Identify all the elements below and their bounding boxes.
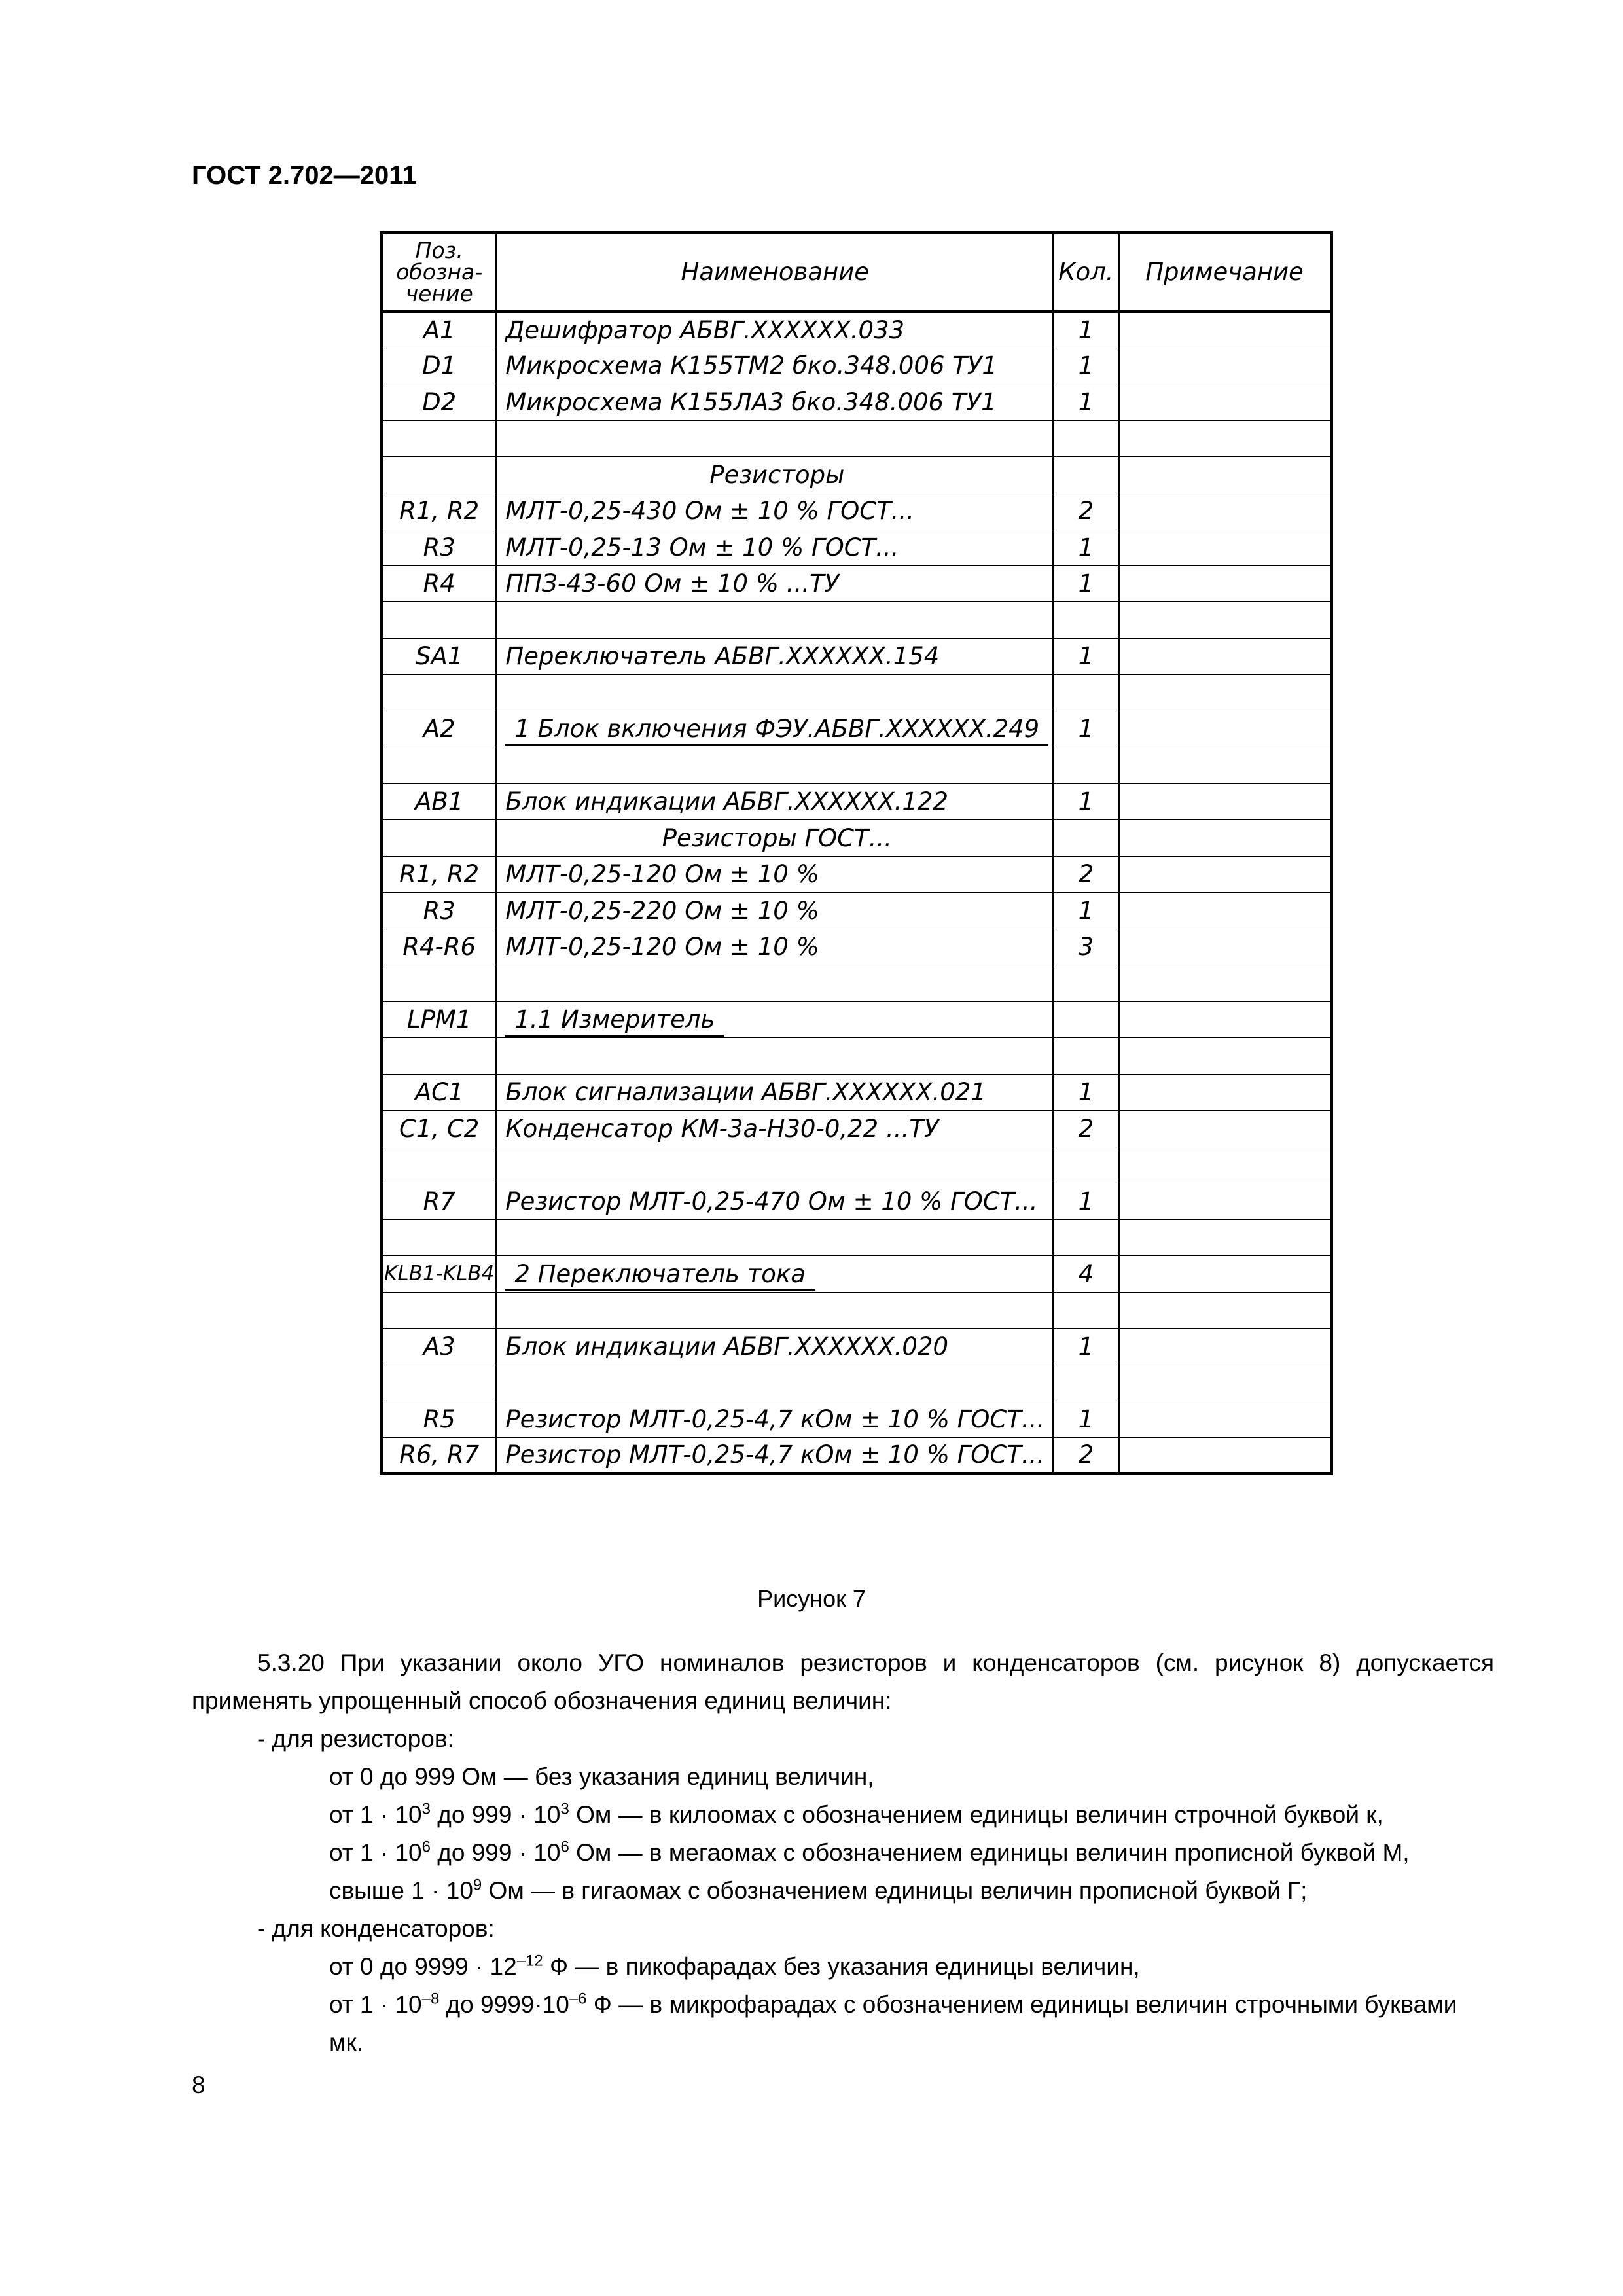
cell-quantity: 1 — [1054, 638, 1118, 675]
cell-name: Переключатель АБВГ.XXXXXX.154 — [497, 638, 1054, 675]
cell-quantity: 1 — [1054, 711, 1118, 747]
cell-quantity — [1054, 1038, 1118, 1075]
header-quantity: Кол. — [1054, 233, 1118, 312]
header-position-line-1: Поз. — [415, 238, 463, 263]
cell-name — [497, 1001, 1054, 1038]
cell-name: Резистор МЛТ-0,25-4,7 кОм ± 10 % ГОСТ... — [497, 1437, 1054, 1474]
cell-note — [1118, 384, 1331, 421]
table-row — [382, 529, 1332, 566]
body-text — [192, 1644, 1494, 2062]
table-row — [382, 1292, 1332, 1329]
cell-position: LPM1 — [382, 1001, 497, 1038]
table-row — [382, 638, 1332, 675]
table-row — [382, 1038, 1332, 1075]
cell-position: R6, R7 — [382, 1437, 497, 1474]
cell-name — [497, 1038, 1054, 1075]
paragraph-5-3-20: 5.3.20 При указании около УГО номиналов резисторов и конденсаторов (см. рисунок 8) допускается применять упрощенный способ обозначения единиц величин: — [192, 1649, 1494, 1714]
resistors-heading: - для резисторов: — [257, 1725, 454, 1752]
cell-position: D2 — [382, 384, 497, 421]
table-row — [382, 856, 1332, 893]
cell-name: МЛТ-0,25-430 Ом ± 10 % ГОСТ... — [497, 493, 1054, 529]
cell-position: KLB1-KLB4 — [382, 1256, 497, 1293]
table-row — [382, 1147, 1332, 1183]
cell-quantity — [1054, 602, 1118, 639]
capacitors-heading: - для конденсаторов: — [257, 1915, 495, 1942]
underlined-name: 1.1 Измеритель — [505, 1005, 724, 1037]
table-row — [382, 929, 1332, 965]
cell-position: A3 — [382, 1329, 497, 1365]
table-row — [382, 1401, 1332, 1438]
cell-note — [1118, 965, 1331, 1002]
cell-name — [497, 1256, 1054, 1293]
cell-position: SA1 — [382, 638, 497, 675]
cell-position — [382, 1038, 497, 1075]
table-row — [382, 965, 1332, 1002]
cell-position — [382, 820, 497, 857]
cell-name: Блок сигнализации АБВГ.XXXXXX.021 — [497, 1074, 1054, 1111]
table-row — [382, 1183, 1332, 1220]
cell-quantity: 2 — [1054, 1437, 1118, 1474]
cell-note — [1118, 312, 1331, 348]
cell-name — [497, 747, 1054, 784]
table-row — [382, 420, 1332, 457]
table-row — [382, 783, 1332, 820]
cell-name: МЛТ-0,25-13 Ом ± 10 % ГОСТ... — [497, 529, 1054, 566]
cell-quantity — [1054, 747, 1118, 784]
cell-note — [1118, 565, 1331, 602]
cell-quantity — [1054, 420, 1118, 457]
header-position — [382, 233, 497, 312]
table-row — [382, 312, 1332, 348]
cell-note — [1118, 1256, 1331, 1293]
cell-name: Микросхема К155ЛА3 бко.348.006 ТУ1 — [497, 384, 1054, 421]
cell-name — [497, 711, 1054, 747]
cell-name: Блок индикации АБВГ.XXXXXX.020 — [497, 1329, 1054, 1365]
cell-quantity: 2 — [1054, 856, 1118, 893]
cell-note — [1118, 1219, 1331, 1256]
cell-note — [1118, 348, 1331, 384]
cell-position: R3 — [382, 529, 497, 566]
cell-position: D1 — [382, 348, 497, 384]
resistor-rule-4: свыше $1 \cdot 10^9$ Ом — в гигаомах с обозначением единицы величин прописной буквой Г; — [329, 1876, 1308, 1904]
cell-name — [497, 965, 1054, 1002]
cell-position: R3 — [382, 893, 497, 929]
cell-note — [1118, 1437, 1331, 1474]
cell-position — [382, 420, 497, 457]
cell-note — [1118, 929, 1331, 965]
resistor-rule-2: от $1 \cdot 10^3$ до $999 \cdot 10^3$ Ом — в килоомах с обозначением единицы величин строчной буквой к, — [329, 1800, 1383, 1828]
cell-name: Резисторы — [497, 457, 1054, 493]
cell-note — [1118, 711, 1331, 747]
cell-name: Резисторы ГОСТ... — [497, 820, 1054, 857]
cell-position — [382, 1147, 497, 1183]
cell-note — [1118, 820, 1331, 857]
table-row — [382, 747, 1332, 784]
cell-name: Конденсатор КМ-3а-Н30-0,22 ...ТУ — [497, 1111, 1054, 1147]
resistor-rule-3: от $1 \cdot 10^6$ до $999 \cdot 10^6$ Ом — в мегаомах с обозначением единицы величин прописной буквой М, — [329, 1838, 1410, 1866]
table-row — [382, 1365, 1332, 1401]
cell-note — [1118, 1111, 1331, 1147]
capacitor-rule-1: от 0 до $9999 \cdot 12^{-12}$ Ф — в пикофарадах без указания единицы величин, — [329, 1952, 1140, 1980]
cell-name — [497, 602, 1054, 639]
cell-name: МЛТ-0,25-120 Ом ± 10 % — [497, 856, 1054, 893]
cell-quantity: 1 — [1054, 348, 1118, 384]
cell-note — [1118, 420, 1331, 457]
cell-note — [1118, 1365, 1331, 1401]
cell-position: AC1 — [382, 1074, 497, 1111]
cell-quantity: 3 — [1054, 929, 1118, 965]
cell-quantity: 1 — [1054, 312, 1118, 348]
cell-note — [1118, 675, 1331, 711]
cell-position: C1, C2 — [382, 1111, 497, 1147]
page-number: 8 — [192, 2072, 205, 2098]
table-row — [382, 820, 1332, 857]
cell-position — [382, 965, 497, 1002]
table-row — [382, 675, 1332, 711]
cell-position: R5 — [382, 1401, 497, 1438]
cell-note — [1118, 529, 1331, 566]
table-header-row — [382, 233, 1332, 312]
header-note: Примечание — [1118, 233, 1331, 312]
cell-position — [382, 1292, 497, 1329]
cell-position — [382, 747, 497, 784]
underlined-name: 2 Переключатель тока — [505, 1260, 815, 1291]
cell-note — [1118, 493, 1331, 529]
cell-note — [1118, 1001, 1331, 1038]
table-row — [382, 1437, 1332, 1474]
cell-name: МЛТ-0,25-220 Ом ± 10 % — [497, 893, 1054, 929]
table-row — [382, 1111, 1332, 1147]
cell-quantity — [1054, 1219, 1118, 1256]
cell-position — [382, 675, 497, 711]
cell-name: Резистор МЛТ-0,25-4,7 кОм ± 10 % ГОСТ... — [497, 1401, 1054, 1438]
cell-position: AB1 — [382, 783, 497, 820]
cell-position: R1, R2 — [382, 856, 497, 893]
cell-quantity: 1 — [1054, 565, 1118, 602]
cell-note — [1118, 747, 1331, 784]
cell-name — [497, 1219, 1054, 1256]
table-row — [382, 1001, 1332, 1038]
table-row — [382, 493, 1332, 529]
cell-note — [1118, 1038, 1331, 1075]
cell-quantity: 1 — [1054, 893, 1118, 929]
table-row — [382, 1074, 1332, 1111]
figure-caption: Рисунок 7 — [757, 1585, 866, 1612]
cell-position — [382, 1365, 497, 1401]
table-row — [382, 384, 1332, 421]
cell-note — [1118, 1292, 1331, 1329]
cell-note — [1118, 783, 1331, 820]
cell-name — [497, 675, 1054, 711]
cell-name — [497, 420, 1054, 457]
header-name: Наименование — [497, 233, 1054, 312]
document-header: ГОСТ 2.702—2011 — [192, 161, 417, 190]
table-row — [382, 1256, 1332, 1293]
cell-quantity: 2 — [1054, 1111, 1118, 1147]
cell-quantity — [1054, 1001, 1118, 1038]
underlined-name: 1 Блок включения ФЭУ.АБВГ.XXXXXX.249 — [505, 715, 1048, 746]
cell-note — [1118, 602, 1331, 639]
cell-name: ППЗ-43-60 Ом ± 10 % ...ТУ — [497, 565, 1054, 602]
table-row — [382, 1329, 1332, 1365]
header-position-line-2: обозна- — [396, 259, 483, 285]
cell-quantity: 1 — [1054, 1401, 1118, 1438]
table-row — [382, 348, 1332, 384]
cell-note — [1118, 1401, 1331, 1438]
cell-note — [1118, 1147, 1331, 1183]
cell-note — [1118, 1329, 1331, 1365]
cell-note — [1118, 1074, 1331, 1111]
cell-note — [1118, 893, 1331, 929]
cell-position: R4-R6 — [382, 929, 497, 965]
cell-quantity: 1 — [1054, 1329, 1118, 1365]
cell-position: A1 — [382, 312, 497, 348]
cell-name: МЛТ-0,25-120 Ом ± 10 % — [497, 929, 1054, 965]
cell-note — [1118, 1183, 1331, 1220]
cell-note — [1118, 457, 1331, 493]
cell-name: Блок индикации АБВГ.XXXXXX.122 — [497, 783, 1054, 820]
cell-note — [1118, 638, 1331, 675]
cell-quantity: 2 — [1054, 493, 1118, 529]
cell-quantity: 1 — [1054, 529, 1118, 566]
table-row — [382, 893, 1332, 929]
table-row — [382, 1219, 1332, 1256]
capacitor-rule-2: от $1 \cdot 10^{-8}$ до $9999\cdot 10^{-6}$ Ф — в микрофарадах с обозначением единицы величин строчными буквами мк. — [329, 1990, 1457, 2056]
table-row — [382, 457, 1332, 493]
cell-name — [497, 1292, 1054, 1329]
cell-position: R1, R2 — [382, 493, 497, 529]
cell-quantity — [1054, 965, 1118, 1002]
cell-quantity: 4 — [1054, 1256, 1118, 1293]
cell-quantity — [1054, 1147, 1118, 1183]
cell-position — [382, 602, 497, 639]
cell-quantity: 1 — [1054, 1183, 1118, 1220]
cell-name: Дешифратор АБВГ.XXXXXX.033 — [497, 312, 1054, 348]
specification-table — [380, 231, 1333, 1475]
cell-name: Микросхема К155ТМ2 бко.348.006 ТУ1 — [497, 348, 1054, 384]
cell-note — [1118, 856, 1331, 893]
cell-quantity — [1054, 675, 1118, 711]
cell-quantity — [1054, 820, 1118, 857]
table-row — [382, 711, 1332, 747]
cell-quantity — [1054, 457, 1118, 493]
cell-name — [497, 1147, 1054, 1183]
cell-quantity — [1054, 1365, 1118, 1401]
cell-position — [382, 1219, 497, 1256]
resistor-rule-1: от 0 до 999 Ом — без указания единиц величин, — [329, 1763, 874, 1790]
cell-quantity: 1 — [1054, 1074, 1118, 1111]
table-row — [382, 602, 1332, 639]
cell-position: A2 — [382, 711, 497, 747]
cell-name: Резистор МЛТ-0,25-470 Ом ± 10 % ГОСТ... — [497, 1183, 1054, 1220]
table-row — [382, 565, 1332, 602]
cell-position: R7 — [382, 1183, 497, 1220]
cell-quantity — [1054, 1292, 1118, 1329]
cell-position: R4 — [382, 565, 497, 602]
cell-quantity: 1 — [1054, 783, 1118, 820]
cell-name — [497, 1365, 1054, 1401]
cell-quantity: 1 — [1054, 384, 1118, 421]
cell-position — [382, 457, 497, 493]
header-position-line-3: чение — [405, 281, 473, 306]
